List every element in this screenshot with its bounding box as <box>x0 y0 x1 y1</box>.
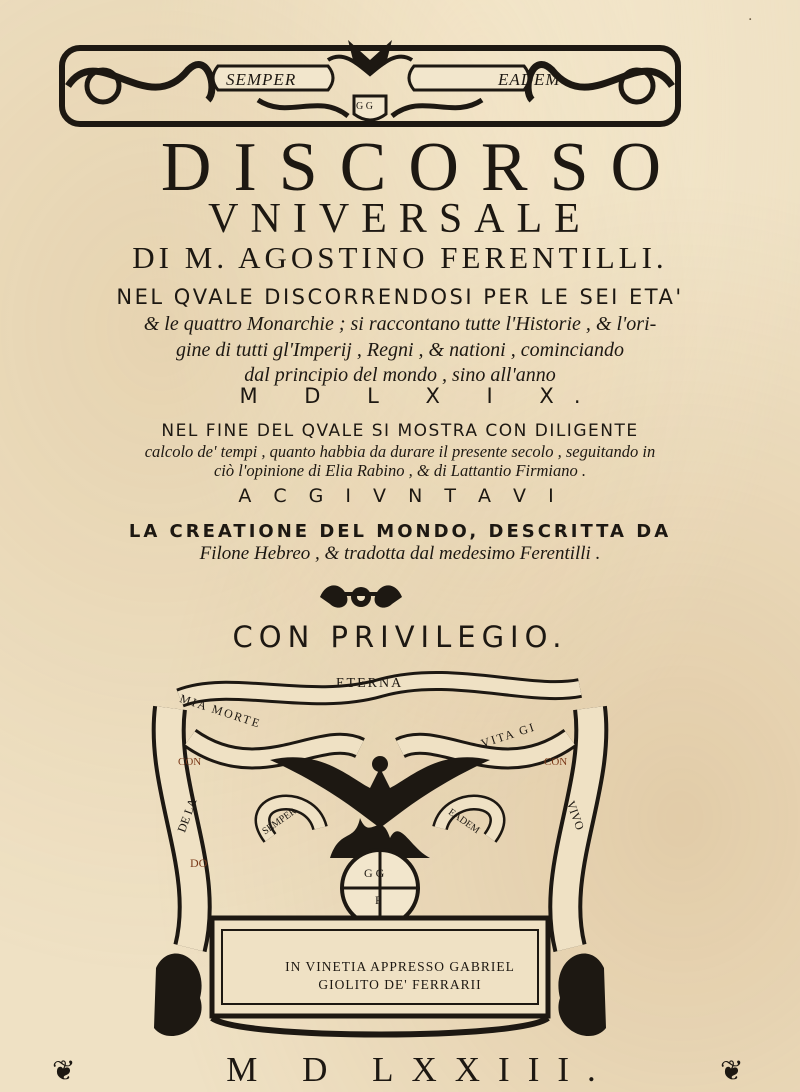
addendum-line-3: ciò l'opinione di Elia Rabino , & di Lattantio Firmiano . <box>213 461 587 480</box>
description-line-2: & le quattro Monarchie ; si raccontano tutte l'Historie , & l'ori- <box>143 313 657 335</box>
device-scroll-de-la: DE LA <box>174 796 200 835</box>
device-scroll-right: VITA GI <box>479 719 538 751</box>
globe-monogram-top: G G <box>364 866 385 880</box>
device-scroll-do: DO <box>190 856 208 870</box>
description-year: M D L X I X. <box>239 384 601 408</box>
device-inner-right: EADEM <box>446 806 482 837</box>
additions-line-1: LA CREATIONE DEL MONDO, DESCRITTA DA <box>128 521 672 542</box>
imprint-line-1: IN VINETIA APPRESSO GABRIEL <box>285 959 515 974</box>
title-line-1: DISCORSO <box>160 129 684 206</box>
additions-heading: A C G I V N T A V I <box>238 485 562 507</box>
description-line-3: gine di tutti gl'Imperij , Regni , & nationi , cominciando <box>175 339 625 361</box>
banner-motto-right: EADEM <box>498 70 561 89</box>
device-scroll-con-right: CON <box>544 756 568 768</box>
privilege-line: CON PRIVILEGIO. <box>232 620 568 654</box>
corner-mark: . <box>748 8 753 24</box>
device-scroll-vivo: VIVO <box>563 798 588 832</box>
header-ornament <box>58 30 682 130</box>
title-line-3: DI M. AGOSTINO FERENTILLI. <box>132 240 668 275</box>
eagle-phoenix-ornament-icon <box>58 30 682 130</box>
banner-motto-left: SEMPER <box>226 70 297 89</box>
phoenix-on-globe-icon <box>150 668 610 1053</box>
title-line-2: VNIVERSALE <box>208 196 592 242</box>
description-line-1: NEL QVALE DISCORRENDOSI PER LE SEI ETA' <box>116 285 684 309</box>
device-scroll-con-left: CON <box>178 756 202 768</box>
fleuron-right-icon: ❦ <box>720 1054 744 1087</box>
device-scroll-top: ETERNA <box>336 676 404 691</box>
fleuron-left-icon: ❦ <box>52 1054 76 1087</box>
publication-year: M D LXXIII. <box>226 1050 614 1089</box>
addendum-line-2: calcolo de' tempi , quanto habbia da durare il presente secolo , seguitando in <box>144 442 656 461</box>
printers-device <box>150 668 610 1053</box>
imprint-line-2: GIOLITO DE' FERRARII <box>318 977 482 992</box>
device-inner-left: SEMPER <box>260 805 299 838</box>
fleuron-ornament-icon <box>316 580 406 614</box>
additions-line-2: Filone Hebreo , & tradotta dal medesimo Ferentilli . <box>199 543 601 564</box>
globe-monogram-bottom: F <box>375 893 382 907</box>
addendum-line-1: NEL FINE DEL QVALE SI MOSTRA CON DILIGENTE <box>161 421 639 441</box>
device-scroll-left: MIA MORTE <box>178 691 264 731</box>
banner-shield-monogram: G G <box>356 101 373 112</box>
description-line-4: dal principio del mondo , sino all'anno <box>244 364 556 386</box>
